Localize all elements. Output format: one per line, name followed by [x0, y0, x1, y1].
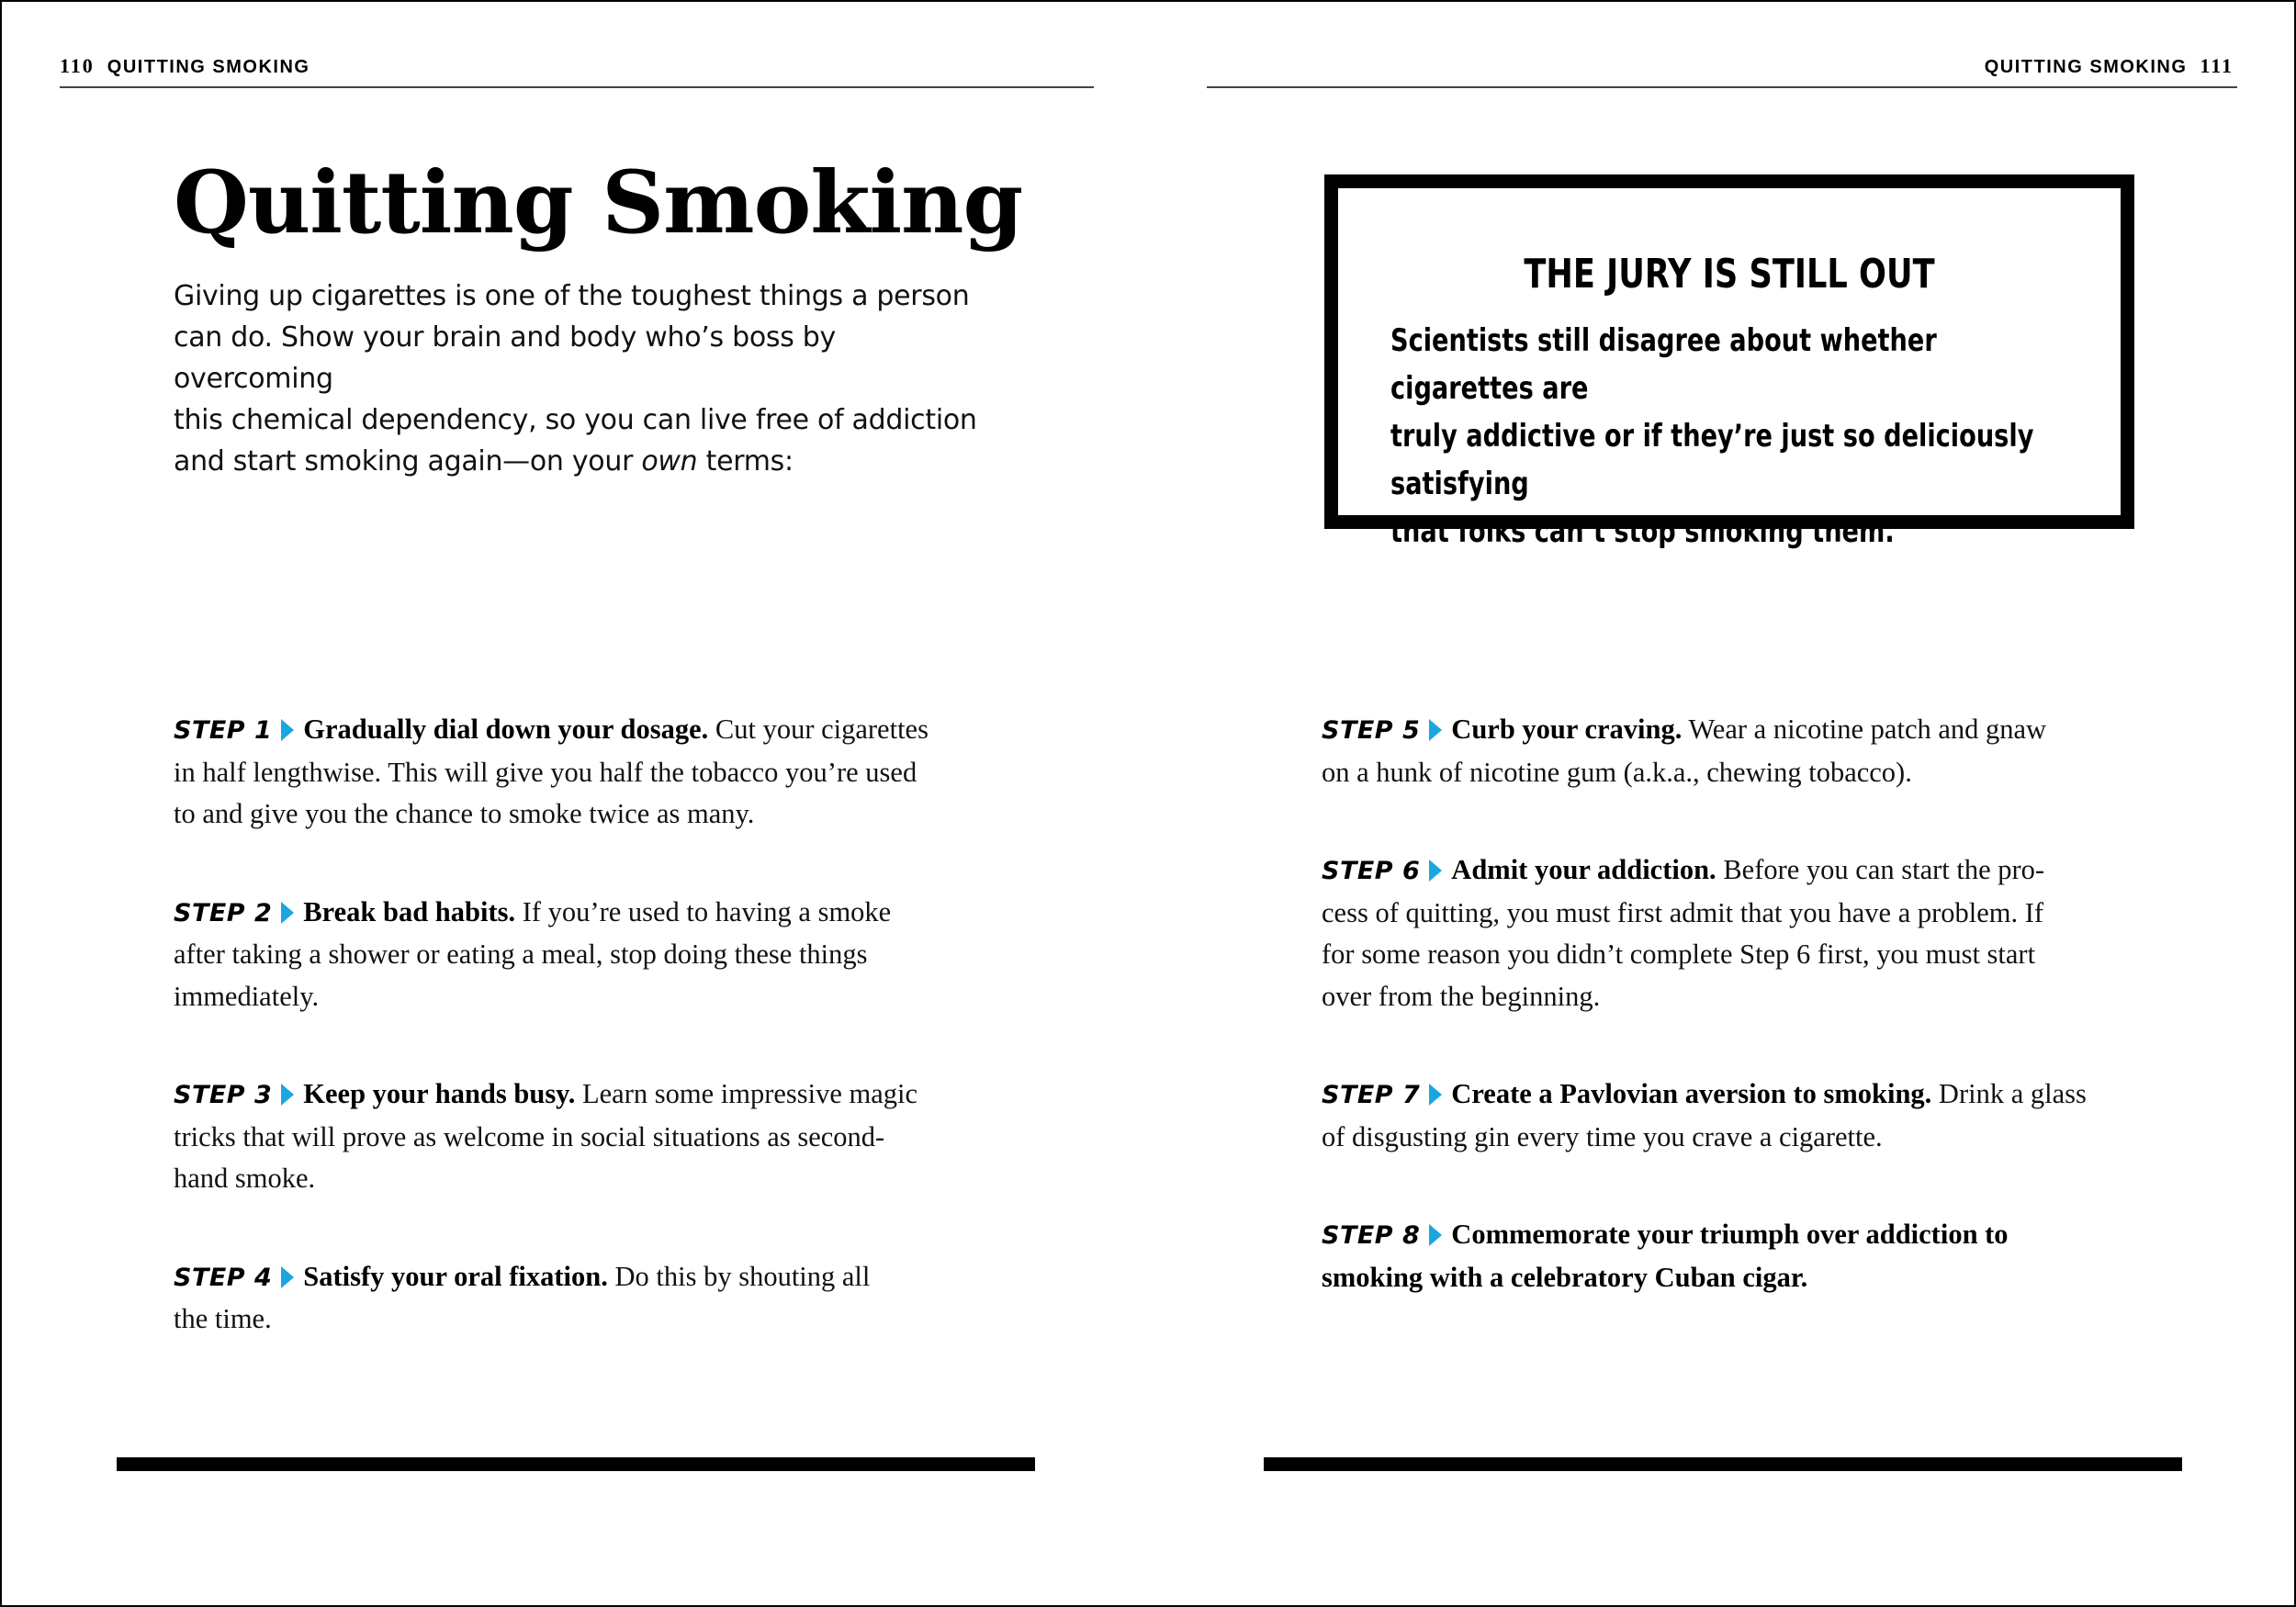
step-label: STEP 8 [1322, 1221, 1421, 1250]
intro-line: can do. Show your brain and body who’s boss by overcoming [174, 321, 836, 395]
step-text: in half lengthwise. This will give you half the tobacco you’re used [174, 756, 917, 788]
step-label: STEP 6 [1322, 857, 1421, 885]
step-text: Wear a nicotine patch and gnaw [1682, 714, 2047, 745]
step-5 [1322, 709, 2148, 793]
steps-list-left [174, 709, 1000, 1341]
page-number: 110 [60, 54, 95, 77]
arrow-icon [1429, 860, 1442, 882]
sidebar-line: Scientists still disagree about whether cigarettes are [1390, 322, 1937, 407]
sidebar-title: THE JURY IS STILL OUT [1524, 251, 1935, 298]
step-text: If you’re used to having a smoke [515, 895, 892, 927]
step-text: on a hunk of nicotine gum (a.k.a., chewing tobacco). [1322, 756, 1912, 788]
arrow-icon [1429, 1224, 1442, 1246]
arrow-icon [1429, 719, 1442, 741]
step-text: tricks that will prove as welcome in social situations as second- [174, 1120, 885, 1152]
step-label: STEP 5 [1322, 716, 1421, 745]
step-lead: Create a Pavlovian aversion to smoking. [1451, 1078, 1932, 1109]
intro-line: Giving up cigarettes is one of the toughest things a person [174, 280, 970, 312]
step-1 [174, 709, 1000, 836]
step-text: hand smoke. [174, 1163, 316, 1194]
step-text: immediately. [174, 980, 320, 1012]
sidebar-line: that folks can’t stop smoking them. [1390, 513, 1895, 550]
step-text: Drink a glass [1931, 1078, 2087, 1109]
step-text: the time. [174, 1303, 272, 1334]
arrow-icon [281, 719, 294, 741]
intro-paragraph [174, 275, 982, 482]
step-text: cess of quitting, you must first admit that you have a problem. If [1322, 896, 2044, 928]
intro-emphasis: own [641, 445, 698, 478]
intro-line-end: terms: [697, 445, 793, 478]
step-8 [1322, 1214, 2148, 1298]
step-text: to and give you the chance to smoke twice as many. [174, 798, 755, 829]
step-label: STEP 2 [174, 898, 273, 927]
step-label: STEP 7 [1322, 1081, 1421, 1109]
step-text: Learn some impressive magic [575, 1078, 918, 1109]
running-head-title: QUITTING SMOKING [1984, 57, 2188, 77]
step-label: STEP 4 [174, 1263, 273, 1292]
step-text: Do this by shouting all [607, 1260, 871, 1292]
running-head-left [60, 54, 310, 78]
step-lead: Curb your craving. [1451, 714, 1683, 745]
arrow-icon [281, 1266, 294, 1288]
step-lead: Commemorate your triumph over addiction to [1451, 1219, 2009, 1250]
header-rule [1207, 86, 2237, 88]
intro-line: and start smoking again—on your [174, 445, 642, 478]
step-6 [1322, 849, 2148, 1017]
arrow-icon [1429, 1084, 1442, 1106]
arrow-icon [281, 902, 294, 924]
step-label: STEP 1 [174, 716, 273, 745]
steps-list-right [1322, 709, 2148, 1298]
step-text: for some reason you didn’t complete Step 6 first, you must start [1322, 938, 2036, 970]
step-text: over from the beginning. [1322, 980, 1601, 1012]
step-label: STEP 3 [174, 1081, 273, 1109]
step-text: Before you can start the pro- [1716, 854, 2045, 885]
step-lead: Satisfy your oral fixation. [303, 1260, 608, 1292]
step-lead: Break bad habits. [303, 895, 516, 927]
sidebar-body [1390, 317, 2074, 556]
running-head-right [1985, 54, 2234, 78]
sidebar-line: truly addictive or if they’re just so deliciously satisfying [1390, 418, 2034, 502]
sidebar-box [1324, 174, 2134, 550]
footer-bar [1264, 1457, 2182, 1471]
step-text: of disgusting gin every time you crave a cigarette. [1322, 1120, 1883, 1152]
intro-line: this chemical dependency, so you can live free of addiction [174, 404, 977, 436]
step-3 [174, 1073, 1000, 1200]
page-title: Quitting Smoking [174, 152, 1023, 253]
step-lead: Gradually dial down your dosage. [303, 714, 709, 745]
step-7 [1322, 1073, 2148, 1158]
step-4 [174, 1256, 1000, 1341]
step-lead-continued: smoking with a celebratory Cuban cigar. [1322, 1261, 1808, 1293]
step-lead: Admit your addiction. [1451, 854, 1716, 885]
step-2 [174, 892, 1000, 1018]
footer-bar [117, 1457, 1035, 1471]
running-head-title: QUITTING SMOKING [107, 57, 310, 77]
arrow-icon [281, 1084, 294, 1106]
right-page [1148, 2, 2294, 1605]
left-page [2, 2, 1148, 1605]
header-rule [60, 86, 1094, 88]
page-number: 111 [2200, 54, 2234, 77]
step-text: after taking a shower or eating a meal, stop doing these things [174, 938, 868, 970]
step-text: Cut your cigarettes [708, 714, 929, 745]
step-lead: Keep your hands busy. [303, 1078, 576, 1109]
